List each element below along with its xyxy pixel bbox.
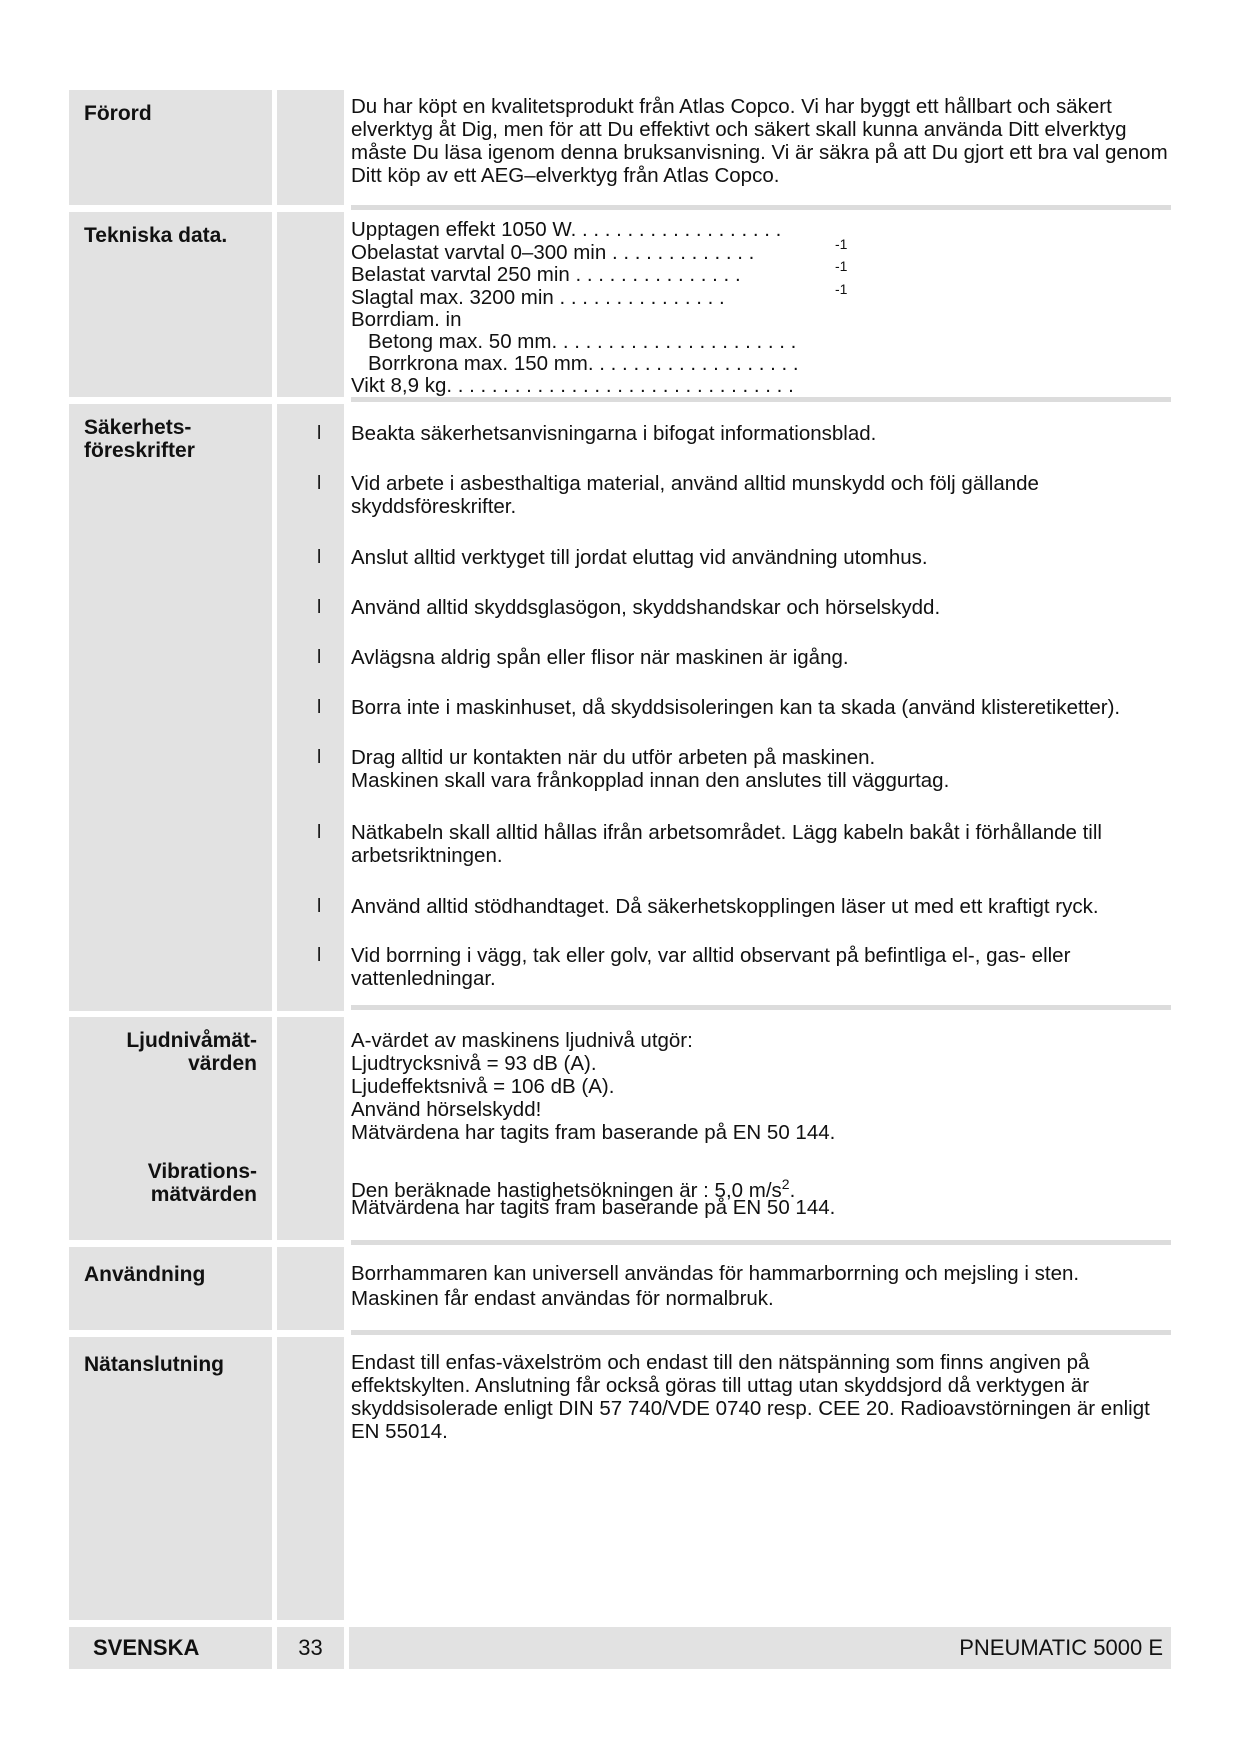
label-vibration-line1: Vibrations- — [147, 1160, 257, 1183]
section-label-sakerhet — [69, 404, 272, 1011]
superscript-unit: -1 — [835, 236, 848, 252]
bullet-icon: l — [317, 822, 322, 843]
mains-text: Endast till enfas-växelström och endast till den nätspänning som finns angiven på effektskylten. Anslutning får också göras till uttag utan skyddsjord då verktygen är skyddsisolerade enligt DIN 57 740/VDE 0740 resp. CEE 20. Radioavstörningen är enligt EN 55014. — [351, 1351, 1150, 1443]
forord-text: Du har köpt en kvalitetsprodukt från Atlas Copco. Vi har byggt ett hållbart och säkert elverktyg åt Dig, men för att Du effektivt och säkert skall kunna använda Ditt elverktyg måste Du läsa igenom denna bruksanvisning. Vi är säkra på att Du gjort ett bra val genom Ditt köp av ett AEG–elverktyg från Atlas Copco. — [351, 95, 1168, 187]
usage-line: Borrhammaren kan universell användas för hammarborrning och mejsling i sten. — [351, 1262, 1080, 1285]
section-label-anvandning — [69, 1247, 272, 1330]
tech-line-idle-speed: Obelastat varvtal 0–300 min . . . . . . . . . . . . . — [351, 241, 755, 264]
bullet-icon: l — [317, 473, 322, 494]
safety-item: Vid borrning i vägg, tak eller golv, var alltid observant på befintliga el-, gas- eller vattenledningar. — [351, 944, 1071, 990]
separator — [351, 205, 1171, 210]
bullet-icon: l — [317, 647, 322, 668]
bullet-icon: l — [317, 697, 322, 718]
footer-language-box — [69, 1627, 272, 1669]
section-gutter-natanslutning — [277, 1337, 344, 1620]
section-gutter-anvandning — [277, 1247, 344, 1330]
vibration-unit-exponent: 2 — [781, 1176, 790, 1192]
tech-line-core-bit: Borrkrona max. 150 mm. . . . . . . . . . . . . . . . . . . — [368, 352, 799, 375]
page-number: 33 — [298, 1635, 323, 1660]
safety-item: Nätkabeln skall alltid hållas ifrån arbetsområdet. Lägg kabeln bakåt i förhållande till arbetsriktningen. — [351, 821, 1102, 867]
separator — [351, 397, 1171, 402]
footer-model: PNEUMATIC 5000 E — [959, 1635, 1163, 1660]
tech-line-concrete: Betong max. 50 mm. . . . . . . . . . . . . . . . . . . . . . — [368, 330, 797, 353]
tech-line-weight: Vikt 8,9 kg. . . . . . . . . . . . . . . . . . . . . . . . . . . . . . . — [351, 374, 794, 397]
bullet-icon: l — [317, 896, 322, 917]
safety-item: Beakta säkerhetsanvisningarna i bifogat informationsblad. — [351, 422, 877, 445]
separator — [351, 1240, 1171, 1245]
separator — [351, 1330, 1171, 1335]
section-gutter-forord — [277, 90, 344, 205]
bullet-icon: l — [317, 747, 322, 768]
usage-line: Maskinen får endast användas för normalbruk. — [351, 1287, 774, 1310]
section-label-ljud — [69, 1017, 272, 1240]
superscript-unit: -1 — [835, 258, 848, 274]
sound-line: Mätvärdena har tagits fram baserande på EN 50 144. — [351, 1121, 836, 1144]
vibration-period: . — [789, 1178, 796, 1202]
bullet-icon: l — [317, 423, 322, 444]
label-tekniska: Tekniska data. — [84, 224, 228, 247]
safety-item: Drag alltid ur kontakten när du utför arbeten på maskinen. Maskinen skall vara frånkopplad innan den anslutes till väggurtag. — [351, 746, 950, 792]
safety-item: Använd alltid stödhandtaget. Då säkerhetskopplingen läser ut med ett kraftigt ryck. — [351, 895, 1099, 918]
tech-line-load-speed: Belastat varvtal 250 min . . . . . . . . . . . . . . . — [351, 263, 741, 286]
tech-line-impact-rate: Slagtal max. 3200 min . . . . . . . . . . . . . . . — [351, 286, 725, 309]
footer-model-box — [349, 1627, 1171, 1669]
tech-line-power: Upptagen effekt 1050 W. . . . . . . . . . . . . . . . . . . — [351, 218, 782, 241]
safety-item: Anslut alltid verktyget till jordat eluttag vid användning utomhus. — [351, 546, 928, 569]
vibration-line-2: Mätvärdena har tagits fram baserande på EN 50 144. — [351, 1196, 836, 1219]
sound-line: A-värdet av maskinens ljudnivå utgör: — [351, 1029, 693, 1052]
label-ljud-line2: värden — [188, 1052, 257, 1075]
label-sakerhet-line2: föreskrifter — [84, 439, 195, 462]
vibration-value: Den beräknade hastighetsökningen är : 5,0 m/s — [351, 1178, 782, 1202]
sound-line: Använd hörselskydd! — [351, 1098, 542, 1121]
tech-line-drill-diam: Borrdiam. in — [351, 308, 462, 331]
safety-item: Vid arbete i asbesthaltiga material, använd alltid munskydd och följ gällande skyddsföreskrifter. — [351, 472, 1039, 518]
safety-item: Använd alltid skyddsglasögon, skyddshandskar och hörselskydd. — [351, 596, 941, 619]
section-label-tekniska — [69, 212, 272, 397]
safety-item: Avlägsna aldrig spån eller flisor när maskinen är igång. — [351, 646, 849, 669]
label-ljud-line1: Ljudnivåmät- — [126, 1029, 257, 1052]
section-label-forord — [69, 90, 272, 205]
section-gutter-ljud — [277, 1017, 344, 1240]
separator — [351, 1005, 1171, 1010]
label-forord: Förord — [84, 102, 152, 125]
bullet-icon: l — [317, 945, 322, 966]
label-natanslutning: Nätanslutning — [84, 1353, 224, 1376]
bullet-icon: l — [317, 597, 322, 618]
label-spacer — [84, 1075, 257, 1160]
superscript-unit: -1 — [835, 281, 848, 297]
bullet-icon: l — [317, 547, 322, 568]
label-anvandning: Användning — [84, 1263, 206, 1286]
footer-language: SVENSKA — [93, 1635, 200, 1660]
sound-line: Ljudeffektsnivå = 106 dB (A). — [351, 1075, 615, 1098]
section-gutter-sakerhet — [277, 404, 344, 1011]
section-gutter-tekniska — [277, 212, 344, 397]
label-sakerhet-line1: Säkerhets- — [84, 416, 192, 439]
sound-line: Ljudtrycksnivå = 93 dB (A). — [351, 1052, 597, 1075]
label-vibration-line2: mätvärden — [150, 1183, 257, 1206]
footer-page-box — [277, 1627, 344, 1669]
section-label-natanslutning — [69, 1337, 272, 1620]
safety-item: Borra inte i maskinhuset, då skyddsisoleringen kan ta skada (använd klisteretiketter). — [351, 696, 1121, 719]
